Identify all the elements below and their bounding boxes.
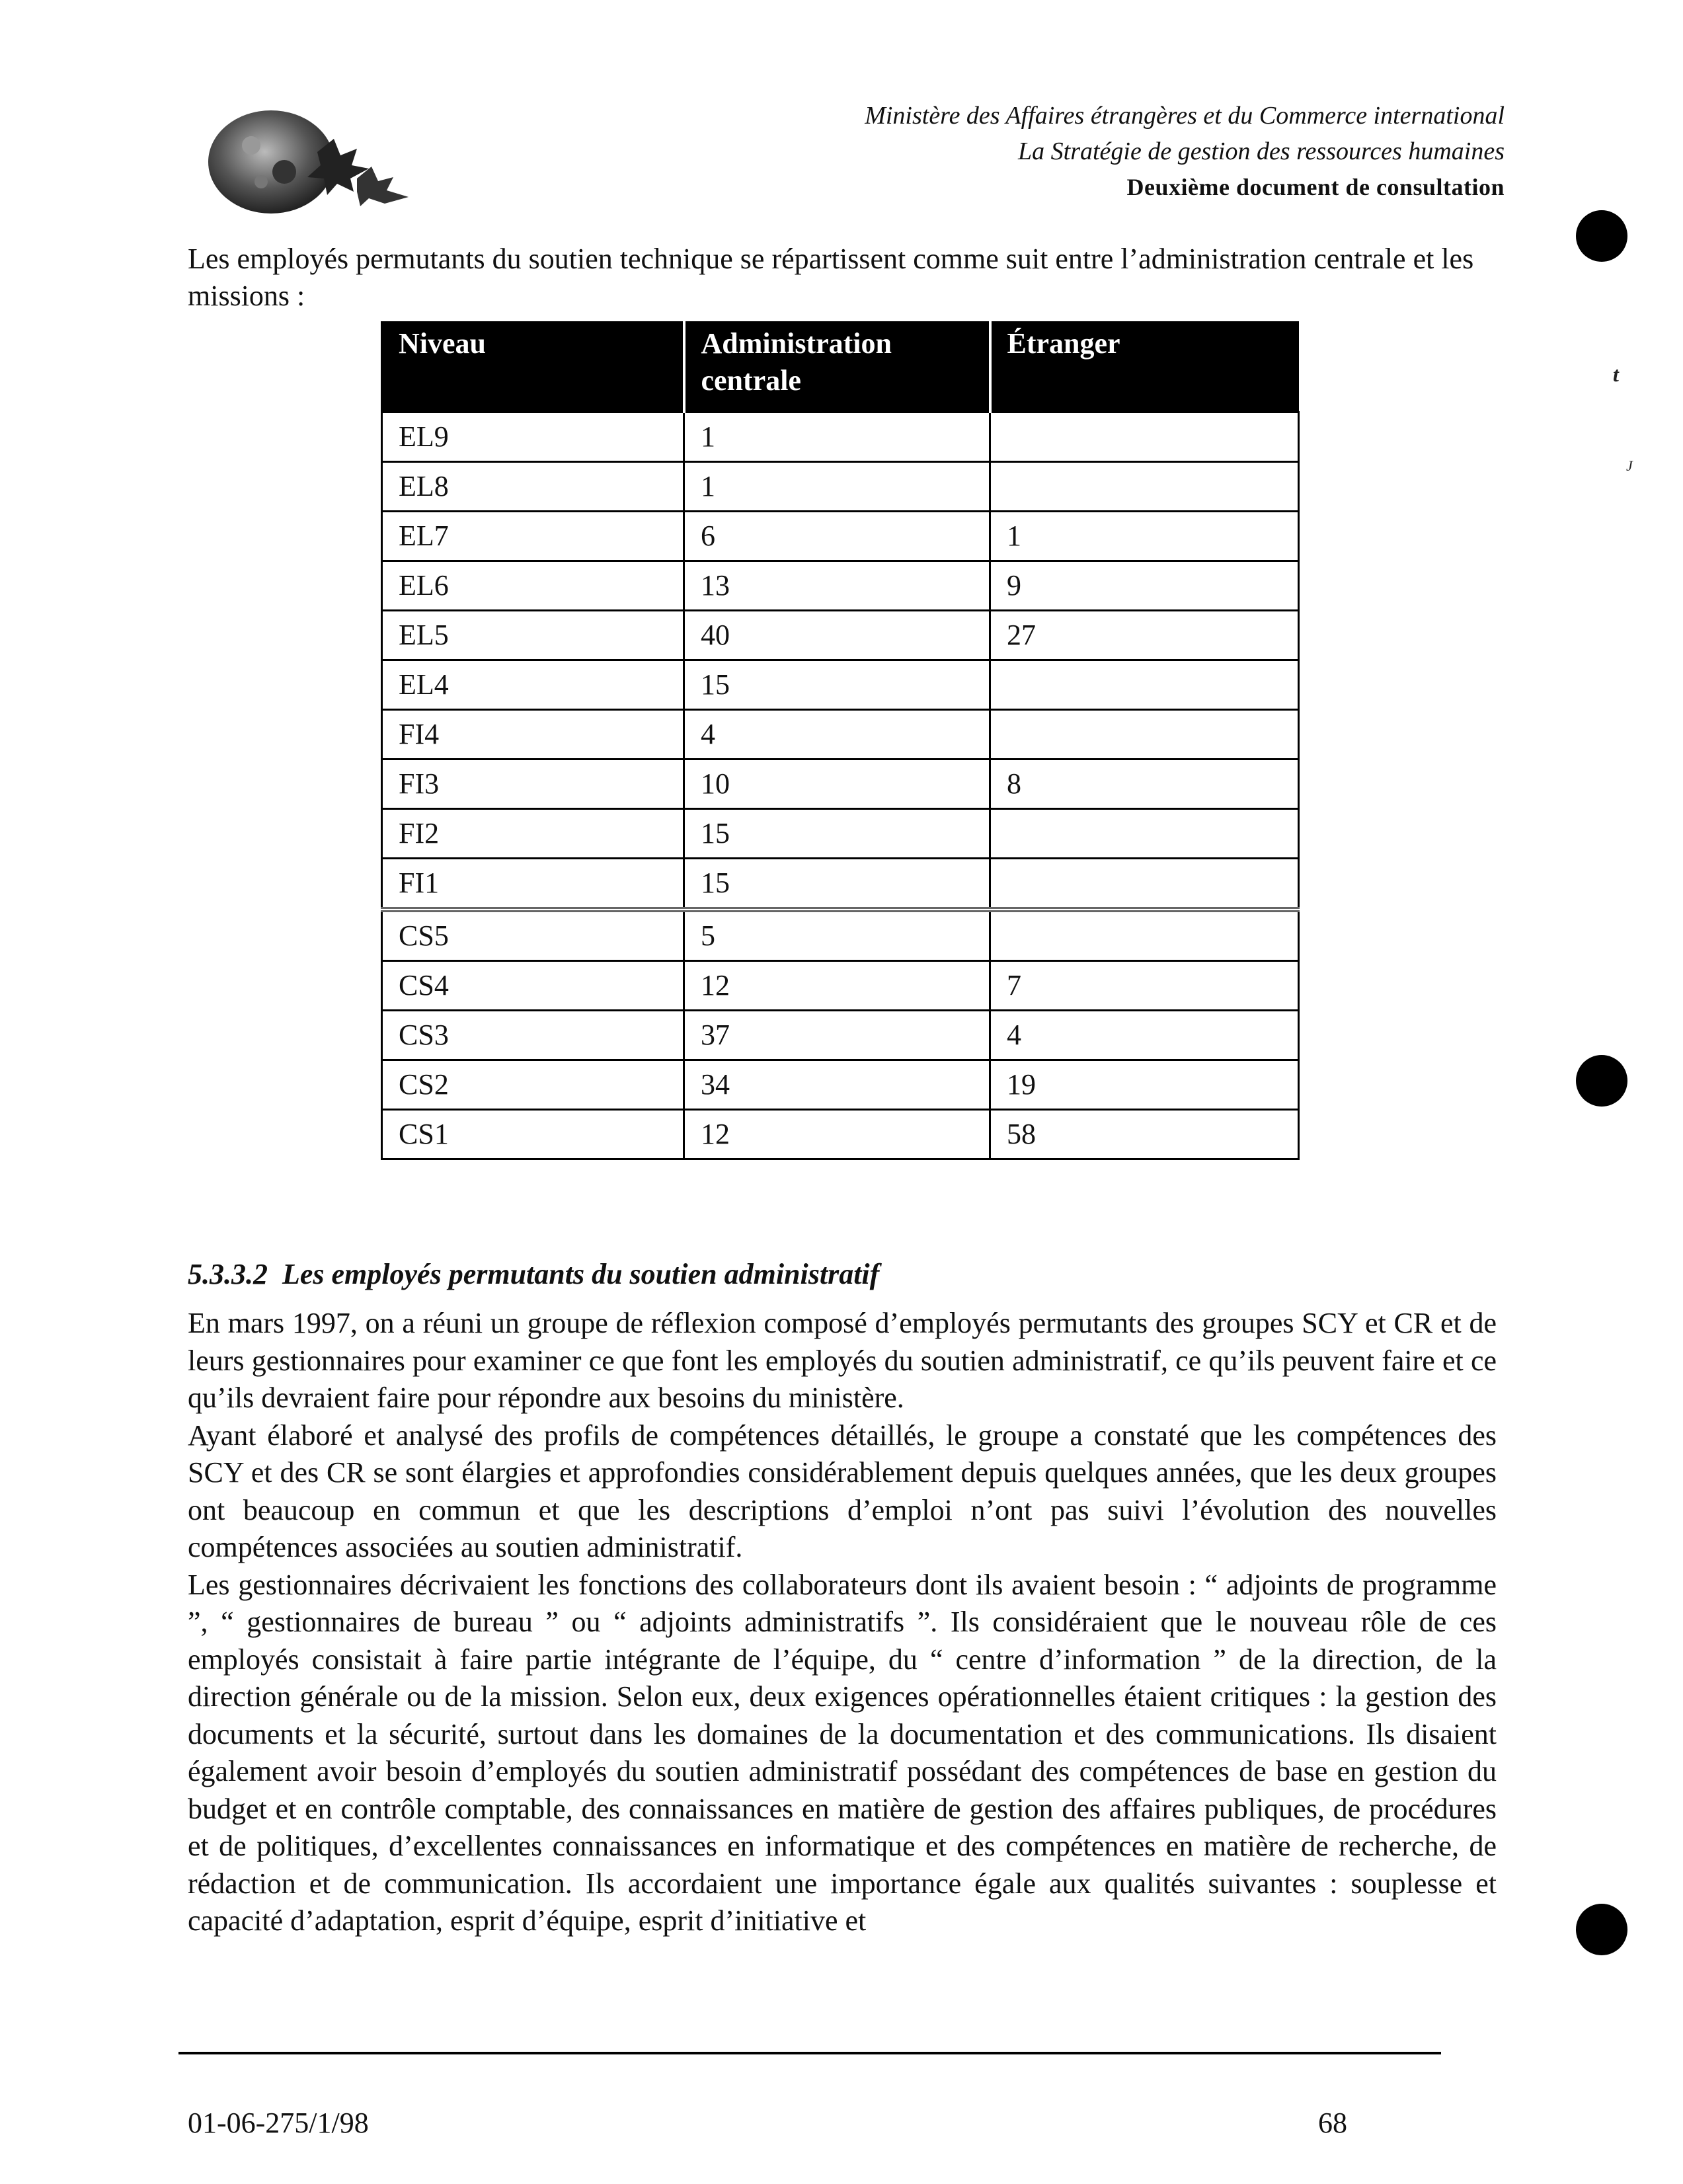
header-ministry: Ministère des Affaires étrangères et du Commerce international <box>865 102 1505 130</box>
cell-level: CS2 <box>382 1060 684 1110</box>
cell-level: EL7 <box>382 512 684 561</box>
cell-level: EL5 <box>382 611 684 660</box>
column-header-headquarters: Administration centrale <box>684 321 990 412</box>
cell-abroad: 1 <box>990 512 1299 561</box>
cell-level: EL9 <box>382 412 684 462</box>
cell-level: CS5 <box>382 910 684 961</box>
section-title: Les employés permutants du soutien administratif <box>282 1258 880 1290</box>
margin-mark: t <box>1613 362 1619 386</box>
header-strategy: La Stratégie de gestion des ressources humaines <box>1018 137 1505 165</box>
column-header-level: Niveau <box>382 321 684 412</box>
cell-headquarters: 40 <box>684 611 990 660</box>
cell-headquarters: 1 <box>684 412 990 462</box>
table-row <box>382 412 1299 462</box>
cell-headquarters: 13 <box>684 561 990 611</box>
cell-headquarters: 12 <box>684 961 990 1011</box>
table-row <box>382 512 1299 561</box>
cell-headquarters: 12 <box>684 1110 990 1159</box>
cell-abroad <box>990 809 1299 859</box>
table-row <box>382 1110 1299 1159</box>
column-header-abroad: Étranger <box>990 321 1299 412</box>
cell-level: FI4 <box>382 710 684 760</box>
cell-abroad <box>990 462 1299 512</box>
table-row <box>382 561 1299 611</box>
cell-headquarters: 15 <box>684 660 990 710</box>
table-row <box>382 710 1299 760</box>
cell-abroad <box>990 859 1299 910</box>
cell-abroad <box>990 710 1299 760</box>
body-paragraph: Ayant élaboré et analysé des profils de compétences détaillés, le groupe a constaté que les compétences des SCY et des CR se sont élargies et approfondies considérablement depuis quelques années, que les deux groupes ont beaucoup en commun et que les descriptions d’emploi n’ont pas suivi l’évolution des nouvelles compétences associées au soutien administratif. <box>188 1419 1497 1563</box>
table-row <box>382 859 1299 910</box>
cell-headquarters: 6 <box>684 512 990 561</box>
table-row <box>382 1011 1299 1060</box>
cell-abroad: 9 <box>990 561 1299 611</box>
table-row <box>382 1060 1299 1110</box>
cell-headquarters: 10 <box>684 760 990 809</box>
cell-abroad: 58 <box>990 1110 1299 1159</box>
hole-punch-mark <box>1576 210 1627 262</box>
body-paragraph: En mars 1997, on a réuni un groupe de réflexion composé d’employés permutants des groupes SCY et CR et de leurs gestionnaires pour examiner ce que font les employés du soutien administratif, ce qu’ils peuvent faire et ce qu’ils devraient faire pour répondre aux besoins du ministère. <box>188 1307 1497 1414</box>
table-row <box>382 462 1299 512</box>
cell-abroad <box>990 660 1299 710</box>
document-header <box>865 98 1505 205</box>
cell-abroad <box>990 910 1299 961</box>
intro-paragraph: Les employés permutants du soutien technique se répartissent comme suit entre l’administration centrale et les missions : <box>188 243 1474 312</box>
cell-level: EL8 <box>382 462 684 512</box>
table-header-row <box>382 321 1299 412</box>
hole-punch-mark <box>1576 1055 1627 1107</box>
cell-level: CS3 <box>382 1011 684 1060</box>
table-row <box>382 760 1299 809</box>
section-heading <box>188 1257 879 1291</box>
page-number: 68 <box>1318 2107 1347 2139</box>
cell-level: FI3 <box>382 760 684 809</box>
table-row <box>382 961 1299 1011</box>
table-row <box>382 910 1299 961</box>
cell-headquarters: 15 <box>684 809 990 859</box>
cell-abroad: 19 <box>990 1060 1299 1110</box>
section-number: 5.3.3.2 <box>188 1258 268 1290</box>
ministry-logo <box>198 99 450 218</box>
cell-abroad: 27 <box>990 611 1299 660</box>
cell-headquarters: 37 <box>684 1011 990 1060</box>
cell-headquarters: 5 <box>684 910 990 961</box>
cell-abroad: 8 <box>990 760 1299 809</box>
distribution-table <box>381 321 1300 1160</box>
header-consultation: Deuxième document de consultation <box>1126 174 1505 200</box>
cell-abroad: 4 <box>990 1011 1299 1060</box>
cell-level: CS4 <box>382 961 684 1011</box>
cell-level: FI2 <box>382 809 684 859</box>
table-row <box>382 660 1299 710</box>
cell-level: FI1 <box>382 859 684 910</box>
cell-level: CS1 <box>382 1110 684 1159</box>
cell-level: EL6 <box>382 561 684 611</box>
cell-headquarters: 15 <box>684 859 990 910</box>
cell-headquarters: 4 <box>684 710 990 760</box>
cell-headquarters: 1 <box>684 462 990 512</box>
cell-headquarters: 34 <box>684 1060 990 1110</box>
hole-punch-mark <box>1576 1904 1627 1955</box>
margin-mark: J <box>1626 457 1633 474</box>
document-number: 01-06-275/1/98 <box>188 2107 369 2139</box>
body-text <box>188 1305 1497 1940</box>
table-row <box>382 611 1299 660</box>
cell-level: EL4 <box>382 660 684 710</box>
cell-abroad: 7 <box>990 961 1299 1011</box>
footer-rule <box>178 2052 1441 2054</box>
cell-abroad <box>990 412 1299 462</box>
table-row <box>382 809 1299 859</box>
body-paragraph: Les gestionnaires décrivaient les fonctions des collaborateurs dont ils avaient besoin : “ adjoints de programme ”, “ gestionnaires de bureau ” ou “ adjoints administratifs ”. Ils considéraient que le nouveau rôle de ces employés consistait à faire partie intégrante de l’équipe, du “ centre d’information ” de la direction, de la direction générale ou de la mission. Selon eux, deux exigences opérationnelles étaient critiques : la gestion des documents et la sécurité, surtout dans les domaines de la documentation et des communications. Ils disaient également avoir besoin d’employés du soutien administratif possédant des compétences de base en gestion du budget et en contrôle comptable, des connaissances en matière de gestion des affaires publiques, de procédures et de politiques, d’excellentes connaissances en informatique et des compétences en matière de recherche, de rédaction et de communication. Ils accordaient une importance égale aux qualités suivantes : souplesse et capacité d’adaptation, esprit d’équipe, esprit d’initiative et <box>188 1568 1497 1937</box>
